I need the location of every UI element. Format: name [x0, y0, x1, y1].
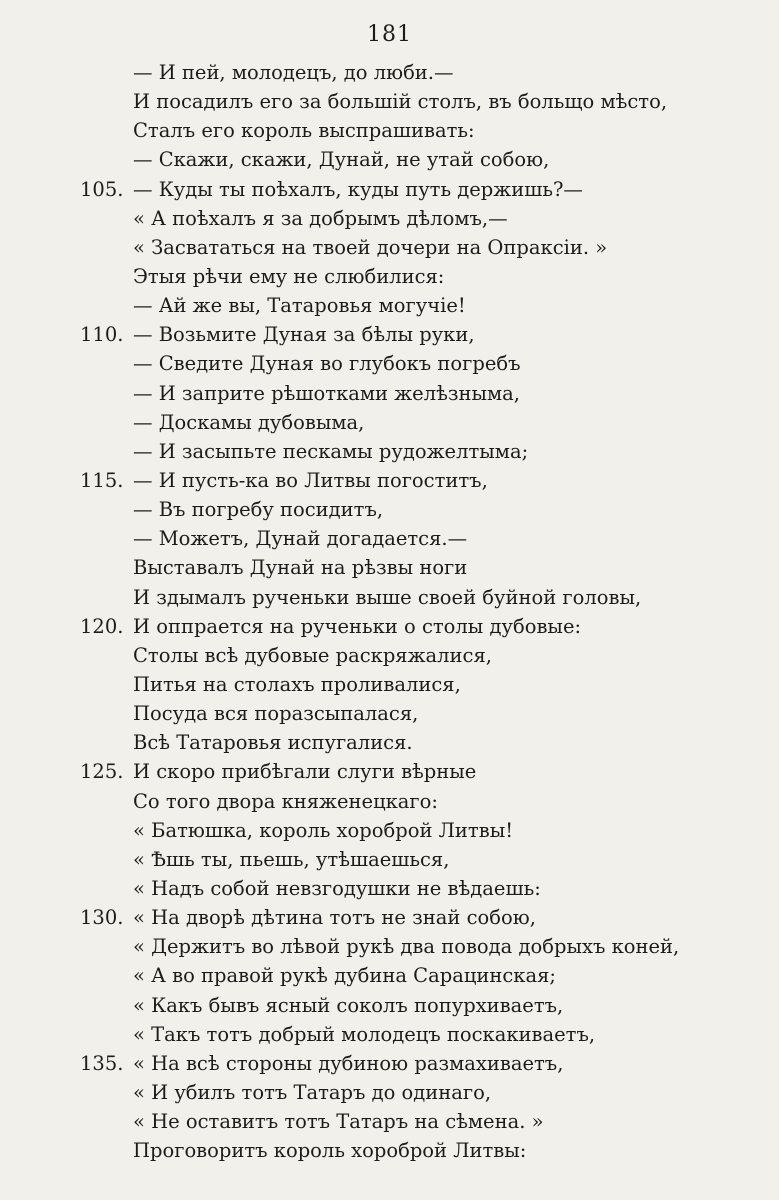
verse-line — [0, 262, 779, 291]
verse-text: « А во правой рукѣ дубина Сарацинская; — [133, 964, 556, 988]
verse-line — [0, 87, 779, 116]
verse-number: 105. — [80, 177, 124, 201]
verse-text: — Сведите Дуная во глубокъ погребъ — [133, 352, 521, 376]
verse-number: 115. — [80, 468, 124, 492]
verse-text: Со того двора княженецкаго: — [133, 789, 438, 813]
verse-line — [0, 1136, 779, 1165]
verse-line — [0, 408, 779, 437]
verse-line — [0, 728, 779, 757]
verse-line — [0, 437, 779, 466]
verse-text: — И засыпьте пескамы рудожелтыма; — [133, 439, 529, 463]
verse-text: « А поѣхалъ я за добрымъ дѣломъ,— — [133, 206, 508, 230]
verse-line — [0, 204, 779, 233]
page-number: 181 — [367, 22, 412, 47]
verse-text: — Скажи, скажи, Дунай, не утай собою, — [133, 148, 550, 172]
verse-text: « На дворѣ дѣтина тотъ не знай собою, — [133, 906, 536, 930]
verse-text: « Засвататься на твоей дочери на Опраксiи. » — [133, 235, 608, 259]
verse-text: « Надъ собой невзгодушки не вѣдаешь: — [133, 876, 541, 900]
verse-text: И скоро прибѣгали слуги вѣрные — [133, 760, 477, 784]
verse-line — [0, 145, 779, 174]
verse-text: « Такъ тотъ добрый молодецъ поскакиваетъ, — [133, 1022, 596, 1046]
verse-line — [0, 787, 779, 816]
verse-line — [0, 583, 779, 612]
verse-text: Всѣ Татаровья испугалися. — [133, 731, 413, 755]
poem-text — [0, 58, 779, 1165]
verse-number: 110. — [80, 323, 124, 347]
verse-text: И посадилъ его за большiй столъ, въ больщо мѣсто, — [133, 90, 668, 114]
verse-line — [0, 116, 779, 145]
verse-line — [0, 320, 779, 349]
verse-line — [0, 961, 779, 990]
verse-text: — И пей, молодецъ, до люби.— — [133, 61, 454, 84]
verse-line — [0, 845, 779, 874]
verse-text: Этыя рѣчи ему не слюбилися: — [133, 264, 445, 288]
verse-line — [0, 903, 779, 932]
verse-text: « Какъ бывъ ясный соколъ попурхиваетъ, — [133, 993, 564, 1017]
verse-text: И здымалъ рученьки выше своей буйной головы, — [133, 585, 642, 609]
verse-text: Питья на столахъ проливалися, — [133, 672, 461, 696]
verse-line — [0, 466, 779, 495]
verse-line — [0, 291, 779, 320]
verse-line — [0, 757, 779, 786]
verse-text: Сталъ его король выспрашивать: — [133, 119, 475, 143]
verse-text: — Въ погребу посидитъ, — [133, 498, 384, 522]
verse-line — [0, 641, 779, 670]
verse-text: — Можетъ, Дунай догадается.— — [133, 527, 468, 551]
verse-line — [0, 1107, 779, 1136]
verse-line — [0, 379, 779, 408]
verse-line — [0, 1049, 779, 1078]
verse-line — [0, 349, 779, 378]
verse-line — [0, 1020, 779, 1049]
verse-text: И оппрается на рученьки о столы дубовые: — [133, 614, 582, 638]
verse-line — [0, 874, 779, 903]
verse-number: 125. — [80, 760, 124, 784]
verse-line — [0, 58, 779, 87]
verse-line — [0, 816, 779, 845]
verse-line — [0, 495, 779, 524]
verse-text: — Куды ты поѣхалъ, куды путь держишь?— — [133, 177, 583, 201]
verse-text: Посуда вся поразсыпалася, — [133, 702, 419, 726]
verse-text: Столы всѣ дубовые раскряжалися, — [133, 643, 492, 667]
verse-text: — Ай же вы, Татаровья могучiе! — [133, 294, 466, 318]
verse-line — [0, 991, 779, 1020]
verse-text: « И убилъ тотъ Татаръ до одинаго, — [133, 1080, 492, 1104]
verse-text: « Держитъ во лѣвой рукѣ два повода добрыхъ коней, — [133, 935, 680, 959]
verse-line — [0, 699, 779, 728]
verse-line — [0, 670, 779, 699]
verse-text: Проговоритъ король хороброй Литвы: — [133, 1139, 527, 1163]
verse-text: « Не оставитъ тотъ Татаръ на сѣмена. » — [133, 1110, 544, 1134]
verse-text: — Доскамы дубовыма, — [133, 410, 365, 434]
verse-line — [0, 1078, 779, 1107]
verse-text: — И пусть-ка во Литвы погоститъ, — [133, 468, 488, 492]
verse-text: Выставалъ Дунай на рѣзвы ноги — [133, 556, 468, 580]
verse-line — [0, 524, 779, 553]
verse-number: 130. — [80, 906, 124, 930]
verse-number: 135. — [80, 1051, 124, 1075]
verse-text: « На всѣ стороны дубиною размахиваетъ, — [133, 1051, 564, 1075]
verse-line — [0, 612, 779, 641]
verse-line — [0, 175, 779, 204]
verse-text: — И заприте рѣшотками желѣзныма, — [133, 381, 521, 405]
verse-line — [0, 553, 779, 582]
verse-number: 120. — [80, 614, 124, 638]
verse-line — [0, 233, 779, 262]
verse-text: « Батюшка, король хороброй Литвы! — [133, 818, 514, 842]
verse-text: « Ѣшь ты, пьешь, утѣшаешься, — [133, 847, 450, 871]
verse-text: — Возьмите Дуная за бѣлы руки, — [133, 323, 475, 347]
verse-line — [0, 932, 779, 961]
